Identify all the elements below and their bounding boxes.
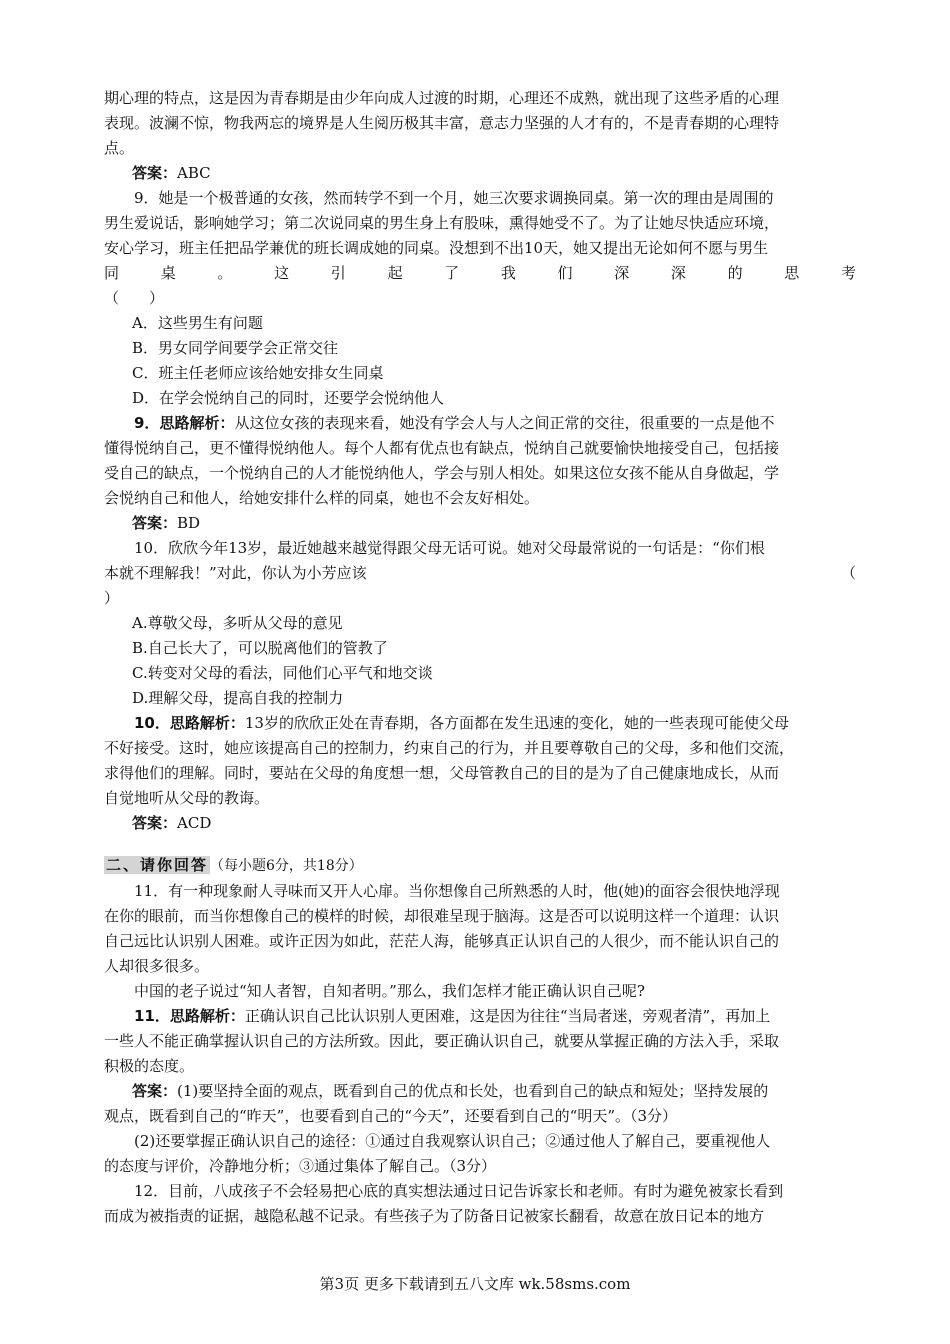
- text-line: 而成为被指责的证据，越隐私越不记录。有些孩子为了防备日记被家长翻看，故意在放日记本的地方: [104, 1207, 765, 1225]
- page-content: [104, 86, 856, 1229]
- text-line: 求得他们的理解。同时，要站在父母的角度想一想，父母管教自己的目的是为了自己健康地成长，从而: [104, 764, 780, 782]
- stem-text: 本就不理解我！”对此，你认为小芳应该: [104, 564, 367, 582]
- analysis-label: [134, 414, 234, 432]
- analysis-text: 13岁的欣欣正处在青春期，各方面都在发生迅速的变化，她的一些表现可能使父母: [244, 714, 789, 732]
- analysis-num: 10．: [134, 714, 170, 732]
- text-line: 男生爱说话，影响她学习；第二次说同桌的男生身上有股味，熏得她受不了。为了让她尽快适应环境，: [104, 214, 780, 232]
- analysis-label: [134, 1007, 245, 1025]
- word: 桌: [160, 264, 176, 282]
- answer-text: (1)要坚持全面的观点，既看到自己的优点和长处，也看到自己的缺点和短处；坚持发展的: [177, 1082, 769, 1100]
- text-line: 一些人不能正确掌握认识自己的方法所致。因此，要正确认识自己，就要从掌握正确的方法入手，采取: [104, 1032, 780, 1050]
- open-paren: （: [840, 564, 856, 582]
- text-line: 积极的态度。: [104, 1057, 195, 1075]
- text-line: 不好接受。这时，她应该提高自己的控制力，约束自己的行为，并且要尊敬自己的父母，多和他们交流，: [104, 739, 795, 757]
- analysis-suffix: 思路解析：: [159, 414, 235, 432]
- text-line: 会悦纳自己和他人，给她安排什么样的同桌，她也不会友好相处。: [104, 489, 540, 507]
- option-b: B.自己长大了，可以脱离他们的管教了: [132, 639, 388, 657]
- question-11-stem: 11．有一种现象耐人寻味而又开人心扉。当你想像自己所熟悉的人时，他(她)的面容会很快地浮现: [134, 882, 780, 900]
- answer-paren: （ ）: [104, 289, 165, 307]
- option-a: A.尊敬父母，多听从父母的意见: [132, 614, 343, 632]
- analysis-num: 9．: [134, 414, 160, 432]
- answer-value: BD: [177, 514, 201, 532]
- word: 这: [274, 264, 290, 282]
- text-line: 的态度与评价，冷静地分析；③通过集体了解自己。（3分）: [104, 1157, 497, 1175]
- option-a: A．这些男生有问题: [132, 314, 263, 332]
- answer-line-q10: [104, 811, 856, 836]
- answer-text: (2)还要掌握正确认识自己的途径：①通过自我观察认识自己；②通过他人了解自己，要重视他人: [134, 1132, 771, 1150]
- page-footer: 第3页 更多下载请到五八文库 wk.58sms.com: [319, 1275, 631, 1293]
- text-line: 期心理的特点，这是因为青春期是由少年向成人过渡的时期，心理还不成熟，就出现了这些矛盾的心理: [104, 89, 780, 107]
- word: 。: [217, 264, 233, 282]
- option-c: C.转变对父母的看法，同他们心平气和地交谈: [132, 664, 433, 682]
- option-c: C．班主任老师应该给她安排女生同桌: [132, 364, 384, 382]
- answer-value: ABC: [177, 164, 211, 182]
- answer-label: 答案：: [132, 1082, 178, 1100]
- analysis-suffix: 思路解析：: [169, 1007, 245, 1025]
- answer-label: 答案：: [132, 164, 178, 182]
- answer-line-q9: [104, 511, 856, 536]
- text-line: 表现。波澜不惊，物我两忘的境界是人生阅历极其丰富，意志力坚强的人才有的，不是青春期的心理特: [104, 114, 780, 132]
- text-line: 受自己的缺点，一个悦纳自己的人才能悦纳他人，学会与别人相处。如果这位女孩不能从自身做起，学: [104, 464, 780, 482]
- analysis-text: 正确认识自己比认识别人更困难，这是因为往往“当局者迷，旁观者清”，再加上: [244, 1007, 771, 1025]
- section-heading: [104, 853, 856, 879]
- question-9-stem: 9．她是一个极普通的女孩，然而转学不到一个月，她三次要求调换同桌。第一次的理由是周围的: [134, 189, 774, 207]
- analysis-label: [134, 714, 245, 732]
- answer-label: 答案：: [132, 814, 178, 832]
- text-line: 安心学习，班主任把品学兼优的班长调成她的同桌。没想到不出10天，她又提出无论如何不愿与男生: [104, 239, 769, 257]
- analysis-q11: [104, 1004, 856, 1029]
- text-line: 自己远比认识别人困难。或许正因为如此，茫茫人海，能够真正认识自己的人很少，而不能认识自己的: [104, 932, 780, 950]
- word: 的: [727, 264, 743, 282]
- text-line: 懂得悦纳自己，更不懂得悦纳他人。每个人都有优点也有缺点，悦纳自己就要愉快地接受自己，包括接: [104, 439, 780, 457]
- section-title: 二、请你回答: [106, 856, 209, 874]
- analysis-suffix: 思路解析：: [169, 714, 245, 732]
- word: 们: [557, 264, 573, 282]
- word: 考: [840, 264, 856, 282]
- option-d: D.理解父母，提高自我的控制力: [132, 689, 344, 707]
- analysis-q9: [104, 411, 856, 436]
- analysis-num: 11．: [134, 1007, 170, 1025]
- word: 深: [614, 264, 630, 282]
- close-paren: ）: [104, 589, 120, 607]
- answer-line-q11: [104, 1079, 856, 1104]
- answer-line-q8: [104, 161, 856, 186]
- word: 起: [387, 264, 403, 282]
- word: 引: [330, 264, 346, 282]
- text-line: 人却很多很多。: [104, 957, 210, 975]
- word: 同: [104, 264, 120, 282]
- text-line: 自觉地听从父母的教诲。: [104, 789, 270, 807]
- question-12-stem: 12．目前，八成孩子不会轻易把心底的真实想法通过日记告诉家长和老师。有时为避免被家长看到: [134, 1182, 784, 1200]
- word: 深: [670, 264, 686, 282]
- analysis-text: 从这位女孩的表现来看，她没有学会人与人之间正常的交往，很重要的一点是他不: [234, 414, 775, 432]
- text-line: 观点，既看到自己的“昨天”，也要看到自己的“今天”，还要看到自己的“明天”。（3分）: [104, 1107, 678, 1125]
- justified-line: [104, 261, 856, 286]
- question-10-stem: 10．欣欣今年13岁，最近她越来越觉得跟父母无话可说。她对父母最常说的一句话是：“你们根: [134, 539, 765, 557]
- option-b: B．男女同学间要学会正常交往: [132, 339, 339, 357]
- text-line: 点。: [104, 139, 135, 157]
- analysis-q10: [104, 711, 856, 736]
- word: 我: [500, 264, 516, 282]
- question-11-prompt: 中国的老子说过“知人者智，自知者明。”那么，我们怎样才能正确认识自己呢?: [134, 982, 645, 1000]
- section-note: （每小题6分，共18分）: [210, 858, 363, 874]
- word: 思: [784, 264, 800, 282]
- word: 了: [444, 264, 460, 282]
- answer-label: 答案：: [132, 514, 178, 532]
- text-line: 在你的眼前，而当你想像自己的模样的时候，却很难呈现于脑海。这是否可以说明这样一个道理：认识: [104, 907, 780, 925]
- option-d: D．在学会悦纳自己的同时，还要学会悦纳他人: [132, 389, 445, 407]
- text-line: [104, 561, 856, 586]
- answer-value: ACD: [177, 814, 212, 832]
